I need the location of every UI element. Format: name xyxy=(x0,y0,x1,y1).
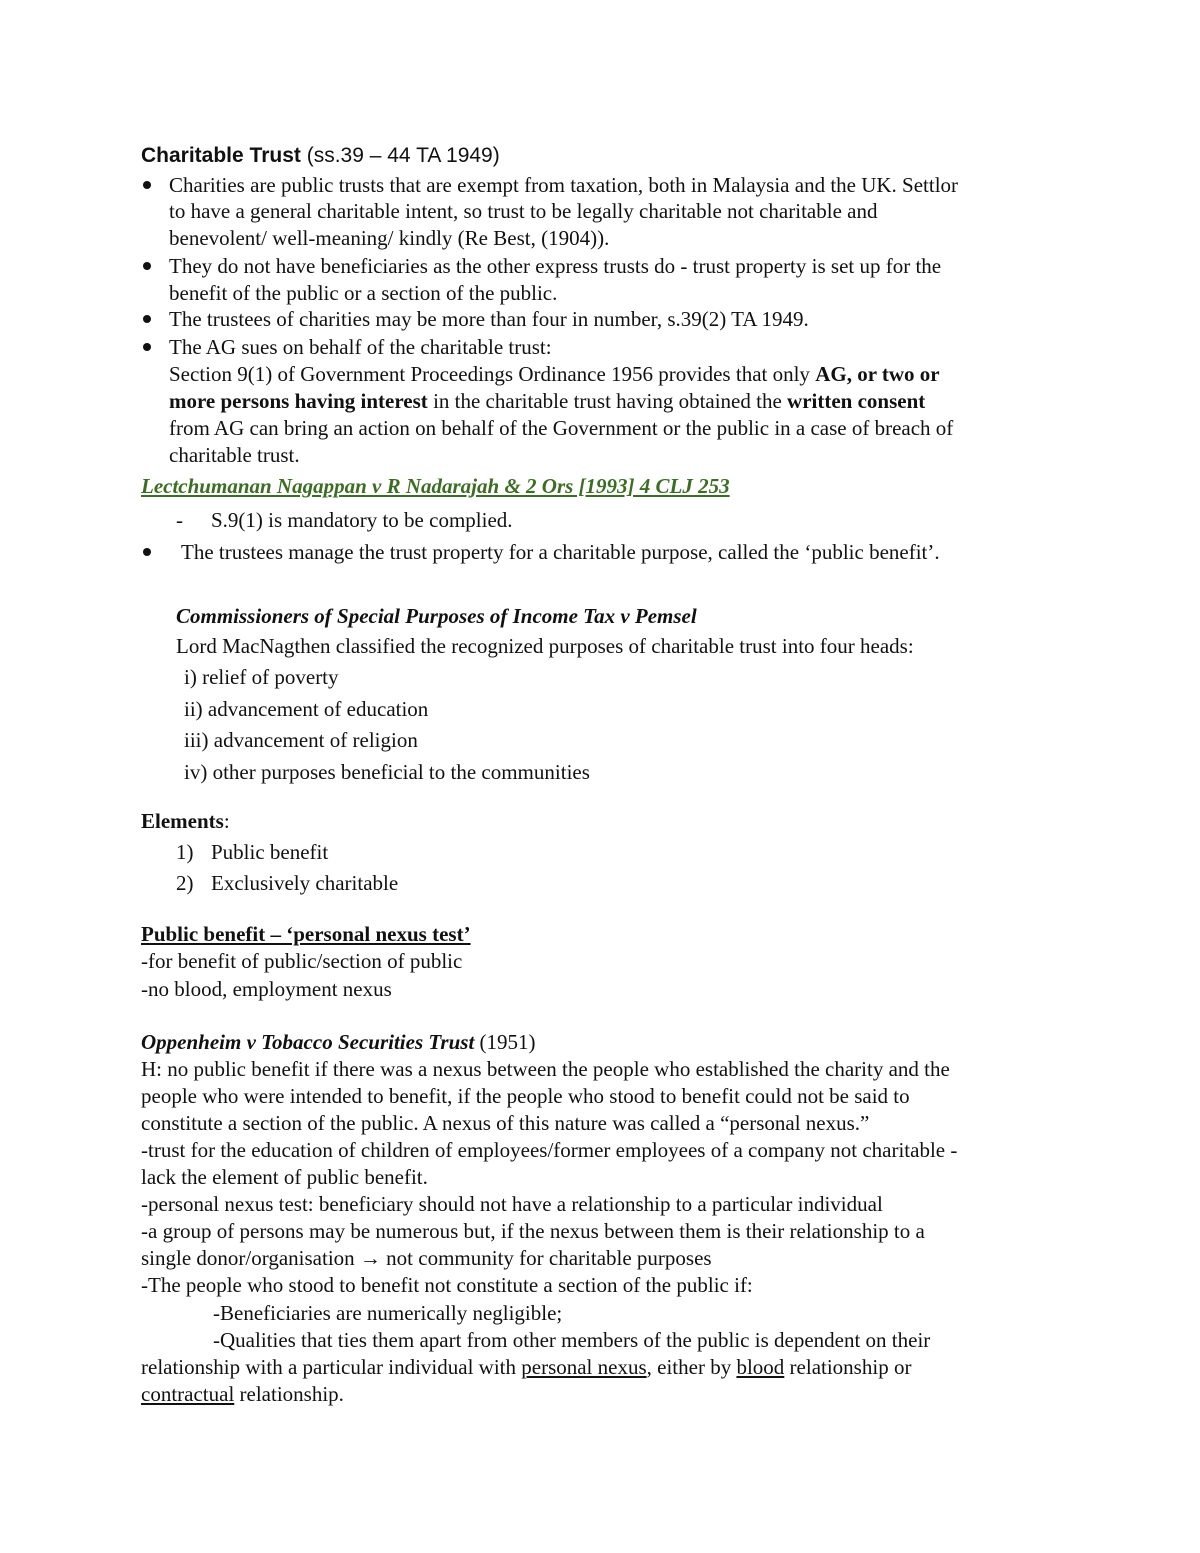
public-benefit-line: -for benefit of public/section of public xyxy=(141,949,463,973)
bullet-dot xyxy=(143,548,151,556)
bullet-dot xyxy=(143,315,151,323)
bullet-1-line-3: benevolent/ well-meaning/ kindly (Re Best, (1904)). xyxy=(169,226,610,250)
elements-heading xyxy=(141,808,230,834)
underlined-term: blood xyxy=(736,1355,785,1379)
case-citation-lectchumanan xyxy=(141,473,730,499)
oppenheim-line-arrow xyxy=(141,1245,712,1271)
pemsel-intro: Lord MacNagthen classified the recognized purposes of charitable trust into four heads: xyxy=(176,634,914,658)
oppenheim-line: H: no public benefit if there was a nexus between the people who established the charity and the xyxy=(141,1057,950,1081)
bullet-2-line-2: benefit of the public or a section of the public. xyxy=(169,281,558,305)
public-benefit-heading-text: Public benefit – ‘personal nexus test’ xyxy=(141,922,471,946)
bullet-dot xyxy=(143,343,151,351)
section-9-line-4: charitable trust. xyxy=(169,443,300,467)
oppenheim-line xyxy=(141,1354,911,1380)
page-title xyxy=(141,143,500,169)
case-year: (1951) xyxy=(479,1030,536,1054)
oppenheim-indented-line: -Beneficiaries are numerically negligible; xyxy=(213,1301,563,1325)
oppenheim-line: constitute a section of the public. A nexus of this nature was called a “personal nexus.” xyxy=(141,1111,870,1135)
title-rest: (ss.39 – 44 TA 1949) xyxy=(306,144,500,167)
section-9-line-3: from AG can bring an action on behalf of the Government or the public in a case of breach of xyxy=(169,416,954,440)
case-citation-oppenheim xyxy=(141,1029,536,1055)
section-9-line-1 xyxy=(169,361,940,387)
bullet-3-line: The trustees of charities may be more than four in number, s.39(2) TA 1949. xyxy=(169,307,809,331)
case-title: Commissioners of Special Purposes of Income Tax v Pemsel xyxy=(176,604,697,628)
head-item: i) relief of poverty xyxy=(184,665,339,689)
oppenheim-text: not community for charitable purposes xyxy=(380,1246,712,1270)
title-bold: Charitable Trust xyxy=(141,144,301,167)
case-1-point: S.9(1) is mandatory to be complied. xyxy=(211,508,513,532)
elements-heading-text: Elements xyxy=(141,809,224,833)
element-item: Exclusively charitable xyxy=(211,871,399,895)
element-item: Public benefit xyxy=(211,840,329,864)
bullet-1-line-2: to have a general charitable intent, so trust to be legally charitable not charitable and xyxy=(169,199,878,223)
elements-colon: : xyxy=(223,809,230,833)
element-number: 1) xyxy=(176,840,194,864)
oppenheim-line: people who were intended to benefit, if the people who stood to benefit could not be said to xyxy=(141,1084,910,1108)
bullet-1-line-1: Charities are public trusts that are exempt from taxation, both in Malaysia and the UK. Settlor xyxy=(169,173,959,197)
oppenheim-text: relationship or xyxy=(784,1355,912,1379)
underlined-term: personal nexus xyxy=(521,1355,647,1379)
section-9-bold: more persons having interest xyxy=(169,389,428,413)
underlined-term: contractual xyxy=(141,1382,235,1406)
oppenheim-text: single donor/organisation xyxy=(141,1246,360,1270)
bullet-dot xyxy=(143,262,151,270)
case-title: Oppenheim v Tobacco Securities Trust xyxy=(141,1030,475,1054)
oppenheim-text: relationship with a particular individual with xyxy=(141,1355,522,1379)
public-benefit-heading xyxy=(141,921,471,947)
bullet-dot xyxy=(143,181,151,189)
oppenheim-text: , either by xyxy=(646,1355,737,1379)
public-benefit-line: -no blood, employment nexus xyxy=(141,977,392,1001)
dash-marker: - xyxy=(176,508,183,532)
section-9-line-2 xyxy=(169,388,925,414)
head-item: ii) advancement of education xyxy=(184,697,429,721)
section-9-bold: AG, or two or xyxy=(815,362,940,386)
case-citation-pemsel xyxy=(176,603,697,629)
section-9-text: Section 9(1) of Government Proceedings Ordinance 1956 provides that only xyxy=(169,362,816,386)
case-title: Lectchumanan Nagappan v R Nadarajah & 2 Ors [1993] 4 CLJ 253 xyxy=(141,474,730,498)
oppenheim-indented-line: -Qualities that ties them apart from other members of the public is dependent on their xyxy=(213,1328,931,1352)
bullet-2-line-1: They do not have beneficiaries as the other express trusts do - trust property is set up for the xyxy=(169,254,942,278)
section-9-bold: written consent xyxy=(787,389,926,413)
oppenheim-line: -a group of persons may be numerous but, if the nexus between them is their relationship to a xyxy=(141,1219,925,1243)
oppenheim-text: relationship. xyxy=(234,1382,344,1406)
element-number: 2) xyxy=(176,871,194,895)
head-item: iv) other purposes beneficial to the communities xyxy=(184,760,590,784)
oppenheim-line: -trust for the education of children of employees/former employees of a company not charitable - xyxy=(141,1138,958,1162)
bullet-5-line: The trustees manage the trust property for a charitable purpose, called the ‘public benefit’. xyxy=(181,540,940,564)
head-item: iii) advancement of religion xyxy=(184,728,418,752)
oppenheim-line xyxy=(141,1381,344,1407)
bullet-4-line: The AG sues on behalf of the charitable trust: xyxy=(169,335,552,359)
oppenheim-line: -The people who stood to benefit not constitute a section of the public if: xyxy=(141,1273,753,1297)
section-9-text: in the charitable trust having obtained the xyxy=(427,389,788,413)
oppenheim-line: -personal nexus test: beneficiary should not have a relationship to a particular individual xyxy=(141,1192,883,1216)
oppenheim-line: lack the element of public benefit. xyxy=(141,1165,428,1189)
arrow-icon: → xyxy=(359,1246,381,1270)
